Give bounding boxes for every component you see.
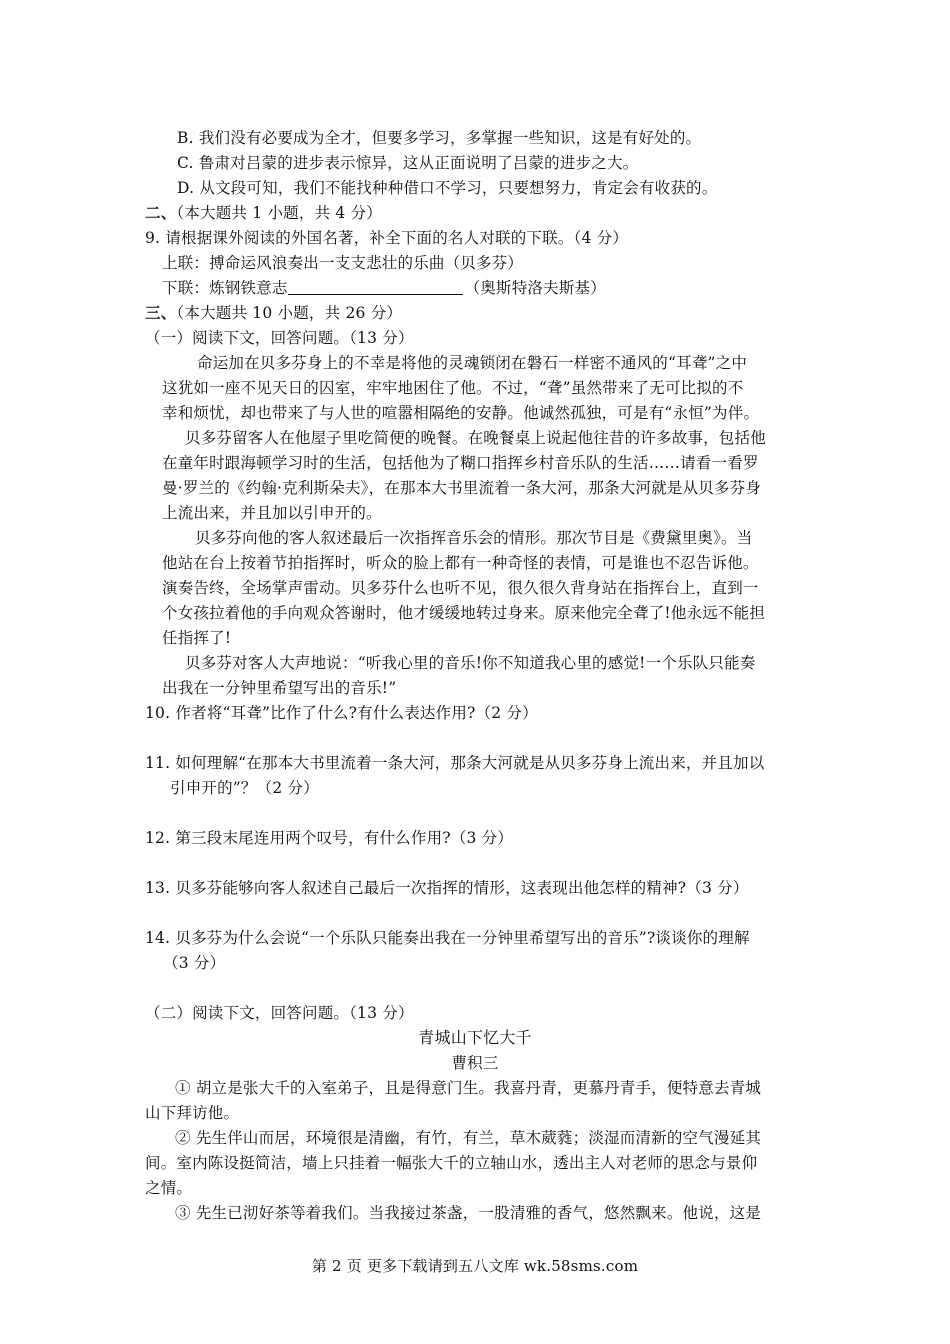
- answer-blank[interactable]: [288, 279, 463, 295]
- passage-1-line: 命运加在贝多芬身上的不幸是将他的灵魂锁闭在磐石一样密不通风的“耳聋”之中: [197, 354, 748, 372]
- section-3-number: 三、: [145, 303, 177, 322]
- part-2-heading: （二）阅读下文，回答问题。（13 分）: [145, 1004, 414, 1022]
- passage-2-line: 间。室内陈设挺简洁，墙上只挂着一幅张大千的立轴山水，透出主人对老师的思念与景仰: [145, 1154, 758, 1172]
- couplet-lower-suffix: （奥斯特洛夫斯基）: [464, 279, 606, 297]
- section-2-note: （本大题共 1 小题，共 4 分）: [176, 204, 382, 222]
- couplet-upper: 上联：搏命运风浪奏出一支支悲壮的乐曲（贝多芬）: [162, 254, 524, 272]
- passage-1-line: 上流出来，并且加以引申开的。: [162, 504, 382, 522]
- passage-1-line: 出我在一分钟里希望写出的音乐!”: [162, 679, 397, 697]
- passage-2-line: 山下拜访他。: [145, 1104, 240, 1122]
- passage-1-line: 贝多芬向他的客人叙述最后一次指挥音乐会的情形。那次节目是《费黛里奥》。当: [195, 529, 753, 547]
- passage-2-title: 青城山下忆大千: [418, 1028, 532, 1047]
- section-3-note: （本大题共 10 小题，共 26 分）: [176, 304, 403, 322]
- passage-1-line: 曼·罗兰的《约翰·克利斯朵夫》，在那本大书里流着一条大河，那条大河就是从贝多芬身: [162, 479, 762, 497]
- couplet-lower-prefix: 下联：炼钢铁意志: [162, 279, 288, 297]
- passage-2-line: ③ 先生已沏好茶等着我们。当我接过茶盏，一股清雅的香气，悠然飘来。他说，这是: [175, 1204, 762, 1222]
- question-11: 11. 如何理解“在那本大书里流着一条大河，那条大河就是从贝多芬身上流出来，并且加以: [145, 754, 765, 772]
- passage-2-line: ① 胡立是张大千的入室弟子，且是得意门生。我喜丹青，更慕丹青手，便特意去青城: [175, 1079, 762, 1097]
- question-9: 9. 请根据课外阅读的外国名著，补全下面的名人对联的下联。（4 分）: [145, 229, 629, 247]
- passage-1-line: 个女孩拉着他的手向观众答谢时，他才缓缓地转过身来。原来他完全聋了!他永远不能担: [162, 604, 766, 622]
- passage-2-line: ② 先生伴山而居，环境很是清幽，有竹，有兰，草木葳蕤；淡湿而清新的空气漫延其: [175, 1129, 762, 1147]
- passage-1-line: 贝多芬对客人大声地说：“听我心里的音乐!你不知道我心里的感觉!一个乐队只能奏: [185, 654, 756, 672]
- section-3-heading: [145, 303, 402, 323]
- passage-1-line: 在童年时跟海顿学习时的生活，包括他为了糊口指挥乡村音乐队的生活……请看一看罗: [162, 454, 759, 472]
- passage-2-line: 之情。: [145, 1179, 193, 1197]
- passage-1-line: 任指挥了!: [162, 629, 232, 647]
- passage-1-line: 这犹如一座不见天日的囚室，牢牢地困住了他。不过，“聋”虽然带来了无可比拟的不: [162, 379, 744, 397]
- part-1-heading: （一）阅读下文，回答问题。（13 分）: [145, 329, 414, 347]
- passage-1-line: 贝多芬留客人在他屋子里吃简便的晚餐。在晚餐桌上说起他往昔的许多故事，包括他: [185, 429, 766, 447]
- section-2-heading: [145, 203, 382, 223]
- question-13: 13. 贝多芬能够向客人叙述自己最后一次指挥的情形，这表现出他怎样的精神?（3 分）: [145, 879, 749, 897]
- passage-1-line: 幸和烦忧，却也带来了与人世的喧嚣相隔绝的安静。他诚然孤独，可是有“永恒”为伴。: [162, 404, 760, 422]
- page-footer: 第 2 页 更多下载请到五八文库 wk.58sms.com: [311, 1257, 639, 1275]
- section-2-number: 二、: [145, 203, 177, 222]
- passage-1-line: 他站在台上按着节拍指挥时，听众的脸上都有一种奇怪的表情，可是谁也不忍告诉他。: [162, 554, 759, 572]
- q8-option-c: C. 鲁肃对吕蒙的进步表示惊异，这从正面说明了吕蒙的进步之大。: [177, 154, 639, 172]
- q8-option-b: B. 我们没有必要成为全才，但要多学习，多掌握一些知识，这是有好处的。: [177, 129, 702, 147]
- question-12: 12. 第三段末尾连用两个叹号，有什么作用?（3 分）: [145, 829, 514, 847]
- passage-1-line: 演奏告终，全场掌声雷动。贝多芬什么也听不见，很久很久背身站在指挥台上，直到一: [162, 579, 759, 597]
- q8-option-d: D. 从文段可知，我们不能找种种借口不学习，只要想努力，肯定会有收获的。: [177, 179, 718, 197]
- question-14-cont: （3 分）: [163, 954, 226, 972]
- question-11-cont: 引申开的”？（2 分）: [170, 779, 319, 797]
- question-10: 10. 作者将“耳聋”比作了什么?有什么表达作用?（2 分）: [145, 704, 538, 722]
- couplet-lower: [162, 278, 606, 298]
- question-14: 14. 贝多芬为什么会说“一个乐队只能奏出我在一分钟里希望写出的音乐”?谈谈你的理解: [145, 929, 750, 947]
- passage-2-author: 曹积三: [451, 1054, 499, 1072]
